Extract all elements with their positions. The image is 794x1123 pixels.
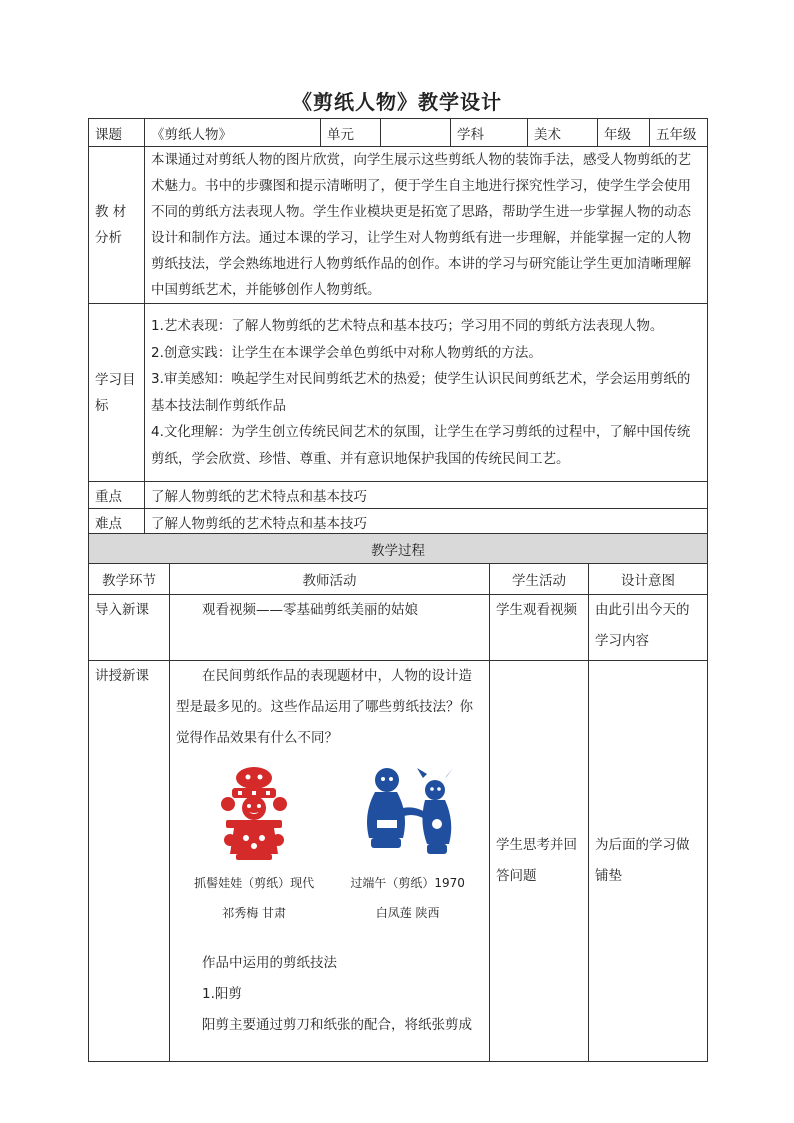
- figure-guoduanwu: [350, 764, 465, 928]
- student-intro: 学生观看视频: [490, 595, 589, 661]
- info-table: [88, 118, 708, 536]
- column-header-teacher: 教师活动: [170, 564, 490, 595]
- goal-item: 2.创意实践：让学生在本课学会单色剪纸中对称人物剪纸的方法。: [151, 344, 542, 361]
- process-table: [88, 533, 708, 1062]
- figure-zhuajiwawa: [194, 764, 314, 928]
- unit-value: [381, 119, 451, 147]
- stage-intro: 导入新课: [89, 595, 170, 661]
- papercut-figures: [176, 764, 483, 928]
- key-point-label: 重点: [89, 482, 145, 509]
- goal-item: 3.审美感知：唤起学生对民间剪纸艺术的热爱；使学生认识民间剪纸艺术，学会运用剪纸的基本技法制作剪纸作品: [151, 371, 691, 414]
- figure-caption-line-2: 白凤莲 陕西: [375, 906, 440, 920]
- analysis-text: 本课通过对剪纸人物的图片欣赏，向学生展示这些剪纸人物的装饰手法，感受人物剪纸的艺术魅力。书中的步骤图和提示清晰明了，便于学生自主地进行探究性学习，使学生学会使用不同的剪纸方法表现人物。学生作业模块更是拓宽了思路，帮助学生进一步掌握人物的动态设计和制作方法。通过本课的学习，让学生对人物剪纸有进一步理解，并能掌握一定的人物剪纸技法，学会熟练地进行人物剪纸作品的创作。本讲的学习与研究能让学生更加清晰理解中国剪纸艺术，并能够创作人物剪纸。: [145, 147, 708, 304]
- figure-caption-line-1: 抓髻娃娃（剪纸）现代: [194, 876, 315, 890]
- goal-item: 4.文化理解：为学生创立传统民间艺术的氛围，让学生在学习剪纸的过程中，了解中国传统剪纸，学会欣赏、珍惜、尊重、并有意识地保护我国的传统民间工艺。: [151, 424, 691, 467]
- subject-label: 学科: [451, 119, 528, 147]
- goals-list: [145, 304, 708, 482]
- course-label: 课题: [89, 119, 145, 147]
- blue-papercut-image: [353, 764, 463, 862]
- technique-heading: 作品中运用的剪纸技法: [202, 955, 337, 971]
- teacher-teach-intro: 在民间剪纸作品的表现题材中，人物的设计造型是最多见的。这些作品运用了哪些剪纸技法？你觉得作品效果有什么不同？: [176, 668, 473, 746]
- stage-teach: 讲授新课: [89, 661, 170, 1062]
- technique-item: 1.阳剪: [202, 986, 242, 1002]
- goals-label: 学习目标: [89, 304, 145, 482]
- process-header: 教学过程: [89, 534, 708, 564]
- technique-item-text: 阳剪主要通过剪刀和纸张的配合，将纸张剪成: [202, 1017, 472, 1033]
- course-value: 《剪纸人物》: [145, 119, 321, 147]
- intent-teach: 为后面的学习做铺垫: [589, 661, 708, 1062]
- goal-item: 1.艺术表现：了解人物剪纸的艺术特点和基本技巧；学习用不同的剪纸方法表现人物。: [151, 318, 664, 334]
- student-teach: 学生思考并回答问题: [490, 661, 589, 1062]
- teacher-teach: [170, 661, 490, 1062]
- red-papercut-image: [218, 764, 290, 862]
- column-header-student: 学生活动: [490, 564, 589, 595]
- grade-value: 五年级: [650, 119, 708, 147]
- key-point-text: 了解人物剪纸的艺术特点和基本技巧: [145, 482, 708, 509]
- column-header-intent: 设计意图: [589, 564, 708, 595]
- figure-caption-line-2: 祁秀梅 甘肃: [222, 906, 287, 920]
- subject-value: 美术: [528, 119, 598, 147]
- difficulty-text: 了解人物剪纸的艺术特点和基本技巧: [145, 509, 708, 536]
- teacher-intro: 观看视频——零基础剪纸美丽的姑娘: [170, 595, 490, 661]
- grade-label: 年级: [598, 119, 650, 147]
- figure-caption-line-1: 过端午（剪纸）1970: [350, 876, 465, 890]
- column-header-stage: 教学环节: [89, 564, 170, 595]
- unit-label: 单元: [321, 119, 381, 147]
- intent-intro: 由此引出今天的学习内容: [589, 595, 708, 661]
- document-title: 《剪纸人物》教学设计: [292, 90, 502, 114]
- analysis-label: 教 材分析: [89, 147, 145, 304]
- difficulty-label: 难点: [89, 509, 145, 536]
